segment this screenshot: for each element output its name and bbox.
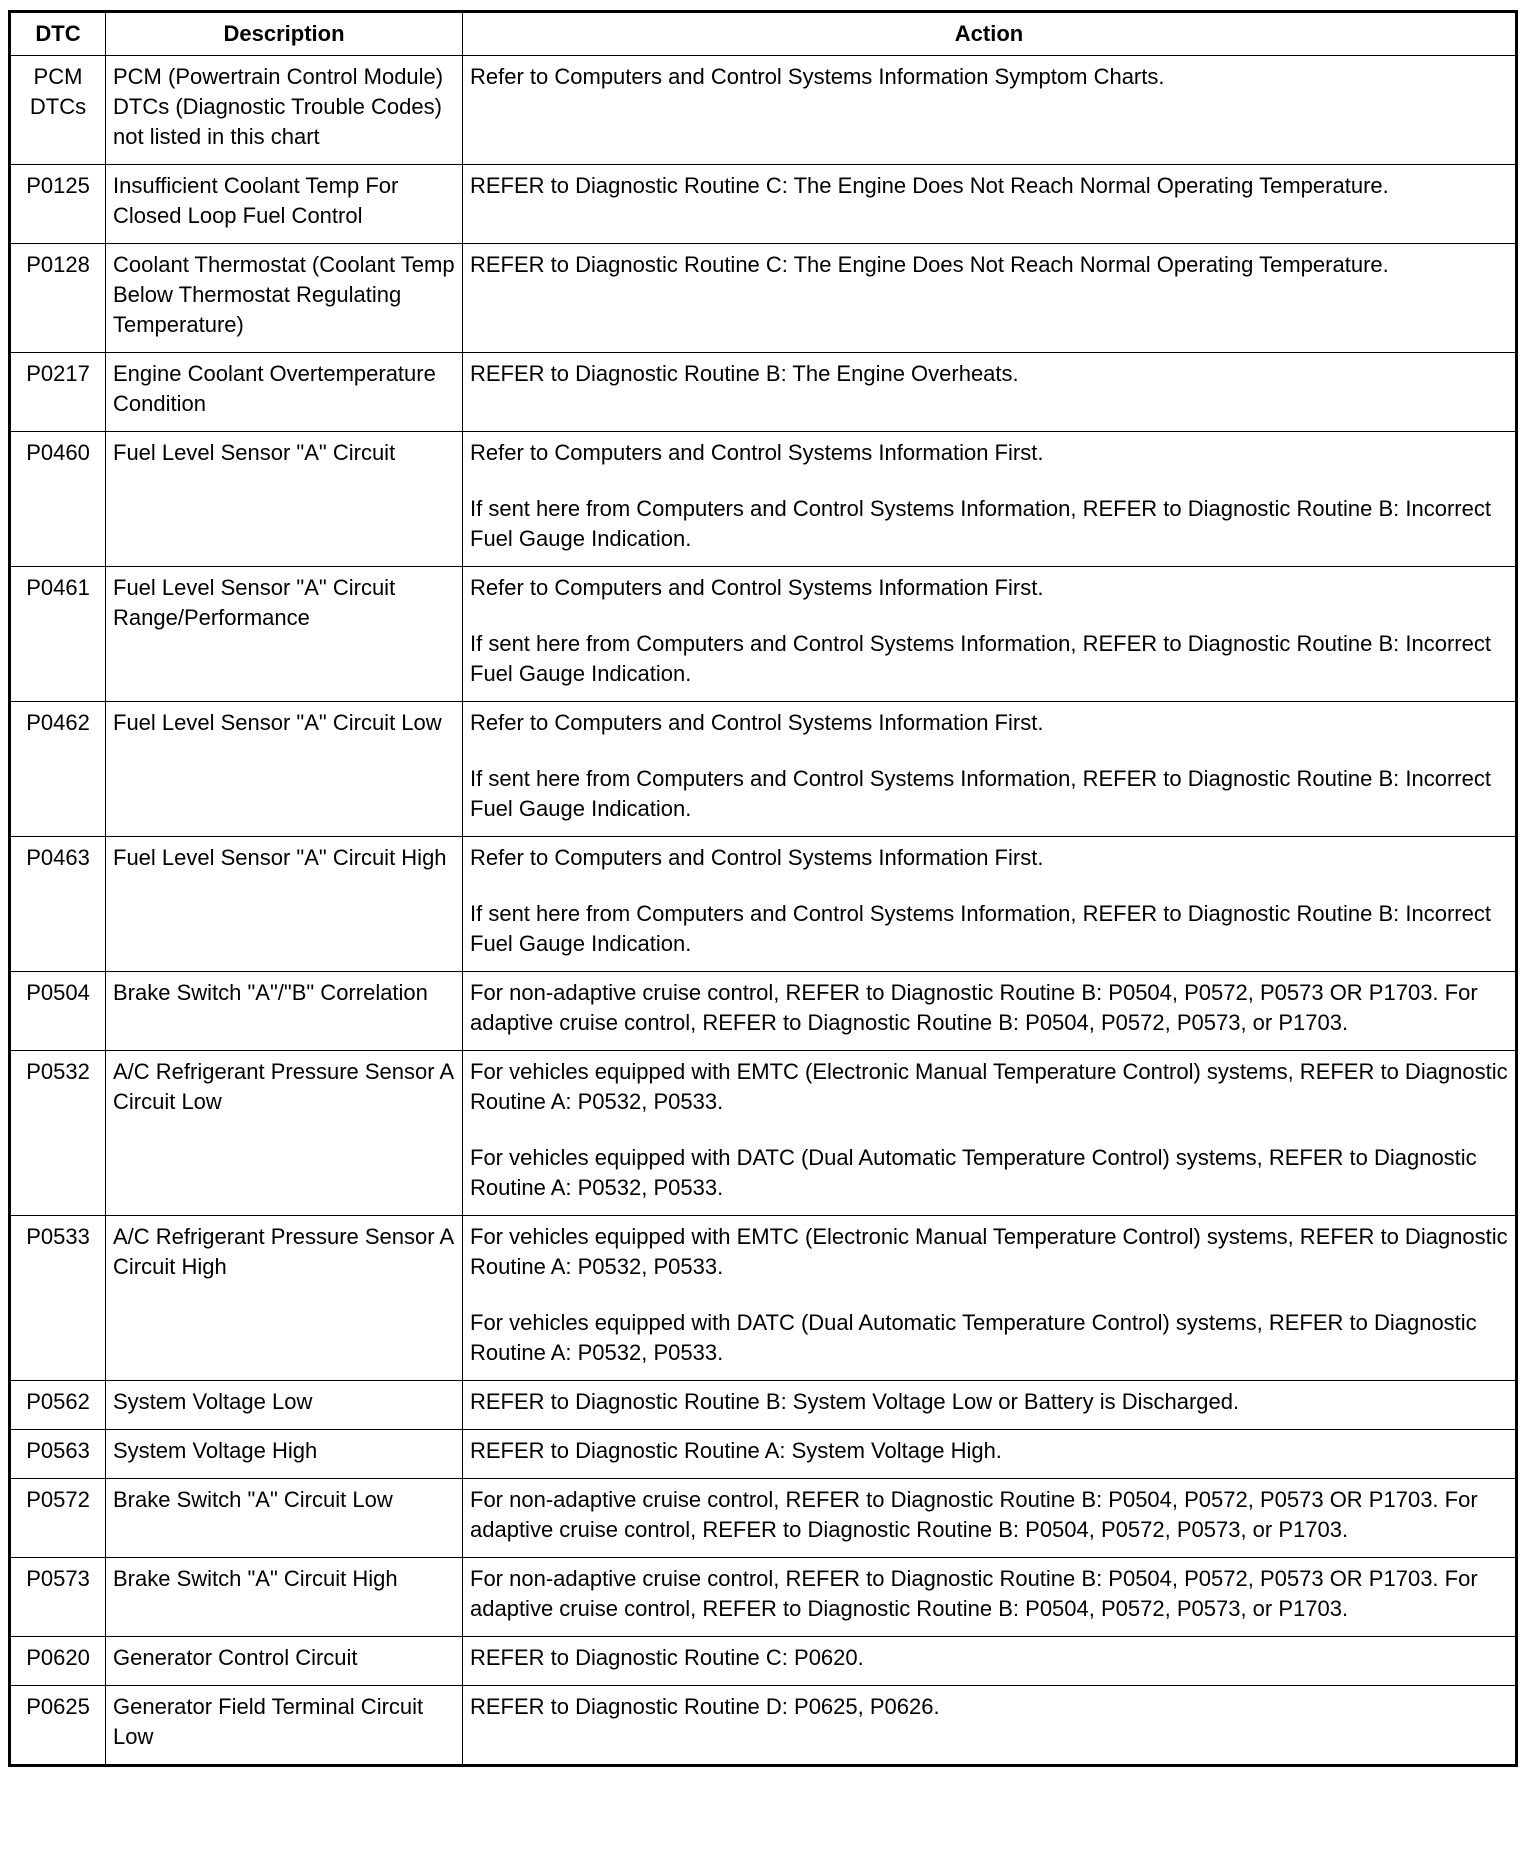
action-paragraph: For vehicles equipped with DATC (Dual Automatic Temperature Control) systems, REFER to Diagnostic Routine A: P0532, P0533.: [470, 1145, 1477, 1200]
table-row: [10, 353, 1517, 432]
table-row: [10, 432, 1517, 567]
dtc-description: System Voltage Low: [106, 1381, 463, 1430]
dtc-code: P0532: [10, 1051, 106, 1216]
action-paragraph: For vehicles equipped with DATC (Dual Automatic Temperature Control) systems, REFER to Diagnostic Routine A: P0532, P0533.: [470, 1310, 1477, 1365]
dtc-description: System Voltage High: [106, 1430, 463, 1479]
dtc-description: Fuel Level Sensor "A" Circuit Range/Performance: [106, 567, 463, 702]
action-paragraph: Refer to Computers and Control Systems Information First.: [470, 440, 1044, 465]
dtc-code: P0461: [10, 567, 106, 702]
dtc-description: Insufficient Coolant Temp For Closed Loop Fuel Control: [106, 165, 463, 244]
table-row: [10, 1381, 1517, 1430]
dtc-action: [463, 1637, 1517, 1686]
action-paragraph: For vehicles equipped with EMTC (Electronic Manual Temperature Control) systems, REFER to Diagnostic Routine A: P0532, P0533.: [470, 1224, 1508, 1279]
dtc-action: [463, 165, 1517, 244]
dtc-description: Brake Switch "A" Circuit High: [106, 1558, 463, 1637]
table-row: [10, 1558, 1517, 1637]
dtc-code: P0573: [10, 1558, 106, 1637]
action-paragraph: REFER to Diagnostic Routine C: P0620.: [470, 1645, 864, 1670]
dtc-description: A/C Refrigerant Pressure Sensor A Circuit Low: [106, 1051, 463, 1216]
dtc-action: [463, 1686, 1517, 1766]
action-paragraph: For non-adaptive cruise control, REFER to Diagnostic Routine B: P0504, P0572, P0573 OR P1703. For adaptive cruise control, REFER to Diagnostic Routine B: P0504, P0572, P0573, or P1703.: [470, 980, 1478, 1035]
action-paragraph: For non-adaptive cruise control, REFER to Diagnostic Routine B: P0504, P0572, P0573 OR P1703. For adaptive cruise control, REFER to Diagnostic Routine B: P0504, P0572, P0573, or P1703.: [470, 1487, 1478, 1542]
dtc-description: Brake Switch "A" Circuit Low: [106, 1479, 463, 1558]
action-paragraph: Refer to Computers and Control Systems Information First.: [470, 575, 1044, 600]
dtc-description: Fuel Level Sensor "A" Circuit: [106, 432, 463, 567]
action-paragraph: For non-adaptive cruise control, REFER to Diagnostic Routine B: P0504, P0572, P0573 OR P1703. For adaptive cruise control, REFER to Diagnostic Routine B: P0504, P0572, P0573, or P1703.: [470, 1566, 1478, 1621]
dtc-action: [463, 1558, 1517, 1637]
dtc-action: [463, 244, 1517, 353]
dtc-description: PCM (Powertrain Control Module) DTCs (Diagnostic Trouble Codes) not listed in this chart: [106, 56, 463, 165]
dtc-code: P0462: [10, 702, 106, 837]
table-row: [10, 1216, 1517, 1381]
dtc-action: [463, 432, 1517, 567]
dtc-description: Coolant Thermostat (Coolant Temp Below Thermostat Regulating Temperature): [106, 244, 463, 353]
dtc-action: [463, 837, 1517, 972]
dtc-description: Brake Switch "A"/"B" Correlation: [106, 972, 463, 1051]
dtc-table: [8, 10, 1518, 1767]
dtc-code: P0125: [10, 165, 106, 244]
dtc-code: P0217: [10, 353, 106, 432]
dtc-action: [463, 353, 1517, 432]
action-paragraph: Refer to Computers and Control Systems Information First.: [470, 845, 1044, 870]
table-row: [10, 244, 1517, 353]
action-paragraph: REFER to Diagnostic Routine A: System Voltage High.: [470, 1438, 1002, 1463]
header-dtc: DTC: [10, 12, 106, 56]
action-paragraph: REFER to Diagnostic Routine B: System Voltage Low or Battery is Discharged.: [470, 1389, 1240, 1414]
dtc-code: P0572: [10, 1479, 106, 1558]
dtc-code: P0463: [10, 837, 106, 972]
action-paragraph: Refer to Computers and Control Systems Information Symptom Charts.: [470, 64, 1165, 89]
dtc-action: [463, 1430, 1517, 1479]
action-paragraph: REFER to Diagnostic Routine D: P0625, P0626.: [470, 1694, 940, 1719]
action-paragraph: If sent here from Computers and Control Systems Information, REFER to Diagnostic Routine B: Incorrect Fuel Gauge Indication.: [470, 901, 1491, 956]
dtc-action: [463, 567, 1517, 702]
dtc-action: [463, 972, 1517, 1051]
header-row: [10, 12, 1517, 56]
table-body: [10, 56, 1517, 1766]
table-row: [10, 702, 1517, 837]
table-row: [10, 837, 1517, 972]
action-paragraph: REFER to Diagnostic Routine C: The Engine Does Not Reach Normal Operating Temperature.: [470, 252, 1389, 277]
table-row: [10, 972, 1517, 1051]
dtc-code: P0562: [10, 1381, 106, 1430]
dtc-action: [463, 1381, 1517, 1430]
dtc-code: P0620: [10, 1637, 106, 1686]
table-row: [10, 1637, 1517, 1686]
action-paragraph: If sent here from Computers and Control Systems Information, REFER to Diagnostic Routine B: Incorrect Fuel Gauge Indication.: [470, 496, 1491, 551]
dtc-description: Generator Control Circuit: [106, 1637, 463, 1686]
header-action: Action: [463, 12, 1517, 56]
action-paragraph: For vehicles equipped with EMTC (Electronic Manual Temperature Control) systems, REFER to Diagnostic Routine A: P0532, P0533.: [470, 1059, 1508, 1114]
action-paragraph: REFER to Diagnostic Routine C: The Engine Does Not Reach Normal Operating Temperature.: [470, 173, 1389, 198]
dtc-description: A/C Refrigerant Pressure Sensor A Circuit High: [106, 1216, 463, 1381]
action-paragraph: REFER to Diagnostic Routine B: The Engine Overheats.: [470, 361, 1019, 386]
dtc-code: PCM DTCs: [10, 56, 106, 165]
header-description: Description: [106, 12, 463, 56]
dtc-description: Fuel Level Sensor "A" Circuit Low: [106, 702, 463, 837]
table-row: [10, 165, 1517, 244]
action-paragraph: Refer to Computers and Control Systems Information First.: [470, 710, 1044, 735]
dtc-description: Generator Field Terminal Circuit Low: [106, 1686, 463, 1766]
dtc-code: P0460: [10, 432, 106, 567]
dtc-action: [463, 1479, 1517, 1558]
dtc-code: P0128: [10, 244, 106, 353]
dtc-code: P0533: [10, 1216, 106, 1381]
table-row: [10, 1430, 1517, 1479]
dtc-action: [463, 1051, 1517, 1216]
table-row: [10, 567, 1517, 702]
dtc-description: Engine Coolant Overtemperature Condition: [106, 353, 463, 432]
dtc-code: P0563: [10, 1430, 106, 1479]
action-paragraph: If sent here from Computers and Control Systems Information, REFER to Diagnostic Routine B: Incorrect Fuel Gauge Indication.: [470, 766, 1491, 821]
dtc-code: P0504: [10, 972, 106, 1051]
action-paragraph: If sent here from Computers and Control Systems Information, REFER to Diagnostic Routine B: Incorrect Fuel Gauge Indication.: [470, 631, 1491, 686]
dtc-description: Fuel Level Sensor "A" Circuit High: [106, 837, 463, 972]
dtc-action: [463, 56, 1517, 165]
table-row: [10, 1479, 1517, 1558]
dtc-action: [463, 1216, 1517, 1381]
dtc-code: P0625: [10, 1686, 106, 1766]
table-row: [10, 56, 1517, 165]
table-row: [10, 1051, 1517, 1216]
table-row: [10, 1686, 1517, 1766]
dtc-action: [463, 702, 1517, 837]
